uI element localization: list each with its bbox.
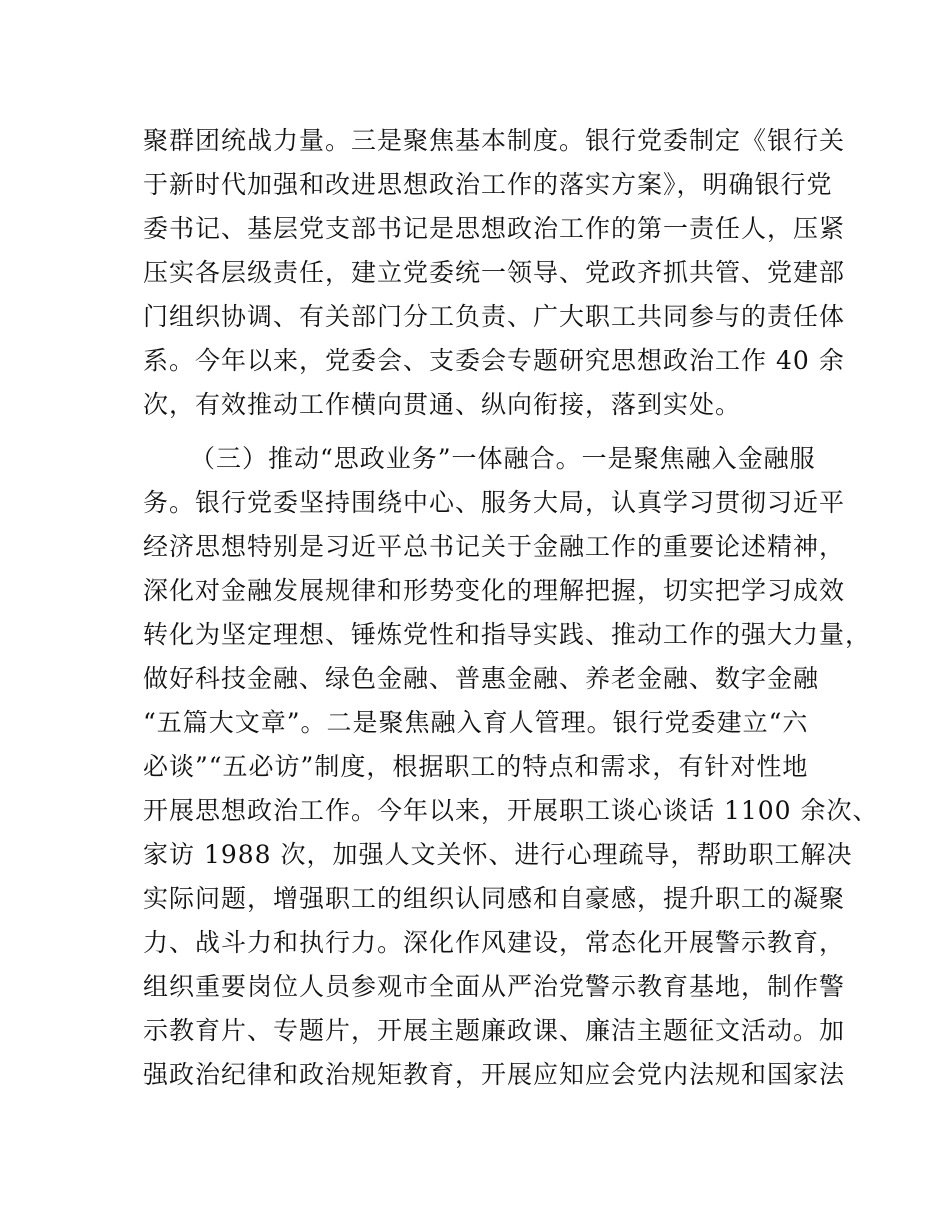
text-line: 开展思想政治工作。今年以来，开展职工谈心谈话 1100 余次、 bbox=[143, 796, 879, 825]
text-line: 委书记、基层党支部书记是思想政治工作的第一责任人，压紧 bbox=[143, 214, 846, 243]
text-line: 转化为坚定理想、锤炼党性和指导实践、推动工作的强大力量， bbox=[143, 620, 872, 649]
text-line: 深化对金融发展规律和形势变化的理解把握，切实把学习成效 bbox=[143, 576, 846, 605]
text-line: 门组织协调、有关部门分工负责、广大职工共同参与的责任体 bbox=[143, 302, 846, 331]
text-line: 经济思想特别是习近平总书记关于金融工作的重要论述精神， bbox=[143, 532, 846, 561]
text-line: 次，有效推动工作横向贯通、纵向衔接，落到实处。 bbox=[143, 390, 742, 419]
text-line: 压实各层级责任，建立党委统一领导、党政齐抓共管、党建部 bbox=[143, 258, 846, 287]
text-line: 示教育片、专题片，开展主题廉政课、廉洁主题征文活动。加 bbox=[143, 1016, 846, 1045]
text-line: “五篇大文章”。二是聚焦融入育人管理。银行党委建立“六 bbox=[143, 708, 809, 737]
paragraph-2 bbox=[143, 437, 879, 1097]
text-line: 强政治纪律和政治规矩教育，开展应知应会党内法规和国家法 bbox=[143, 1060, 846, 1089]
paragraph-gap bbox=[143, 427, 833, 437]
text-line: 组织重要岗位人员参观市全面从严治党警示教育基地，制作警 bbox=[143, 972, 846, 1001]
section-heading-line: （三）推动“思政业务”一体融合。一是聚焦融入金融服 bbox=[190, 444, 816, 473]
text-line: 于新时代加强和改进思想政治工作的落实方案》，明确银行党 bbox=[143, 170, 833, 199]
text-line: 务。银行党委坚持围绕中心、服务大局，认真学习贯彻习近平 bbox=[143, 488, 846, 517]
text-line: 聚群团统战力量。三是聚焦基本制度。银行党委制定《银行关 bbox=[143, 126, 846, 155]
text-line: 做好科技金融、绿色金融、普惠金融、养老金融、数字金融 bbox=[143, 664, 820, 693]
paragraph-1 bbox=[143, 119, 846, 427]
text-line: 实际问题，增强职工的组织认同感和自豪感，提升职工的凝聚 bbox=[143, 884, 846, 913]
document-body bbox=[143, 119, 879, 1097]
text-line: 家访 1988 次，加强人文关怀、进行心理疏导，帮助职工解决 bbox=[143, 840, 853, 869]
text-line: 必谈”“五必访”制度，根据职工的特点和需求，有针对性地 bbox=[143, 752, 809, 781]
text-line: 力、战斗力和执行力。深化作风建设，常态化开展警示教育， bbox=[143, 928, 846, 957]
text-line: 系。今年以来，党委会、支委会专题研究思想政治工作 40 余 bbox=[143, 346, 845, 375]
